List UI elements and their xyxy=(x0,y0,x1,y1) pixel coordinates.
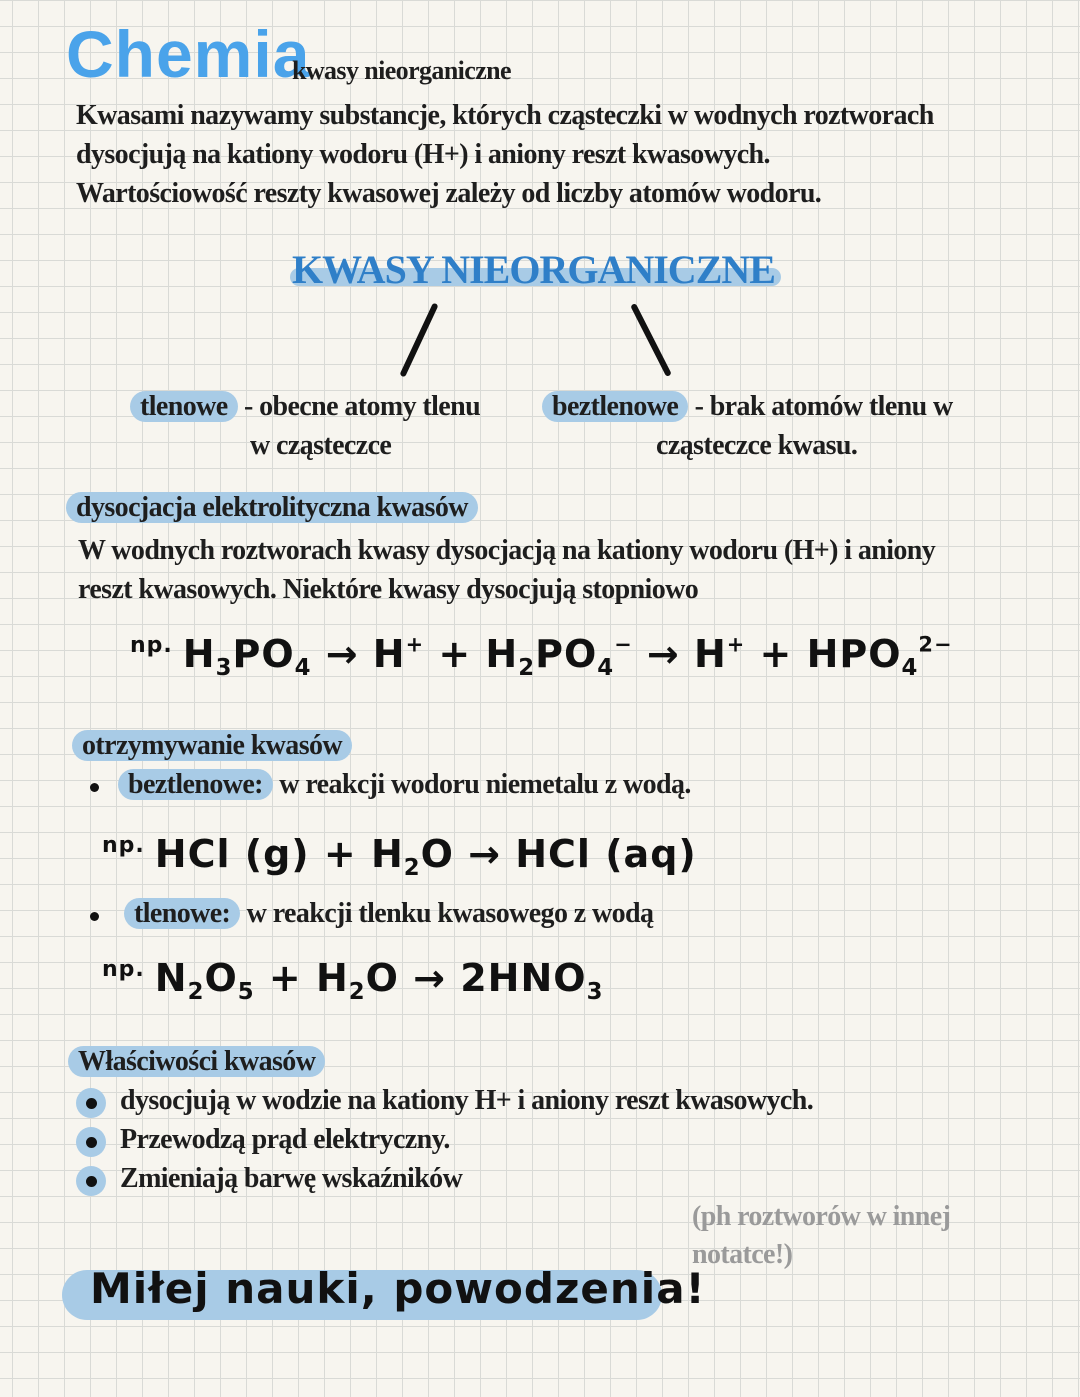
hydracids-desc-2: cząsteczce kwasu. xyxy=(656,430,858,461)
dissociation-heading: dysocjacja elektrolityczna kwasów xyxy=(66,492,478,524)
intro-line-2: dysocjują na kationy wodoru (H+) i aniony reszt kwasowych. xyxy=(76,139,770,170)
bullet-icon xyxy=(76,1166,106,1196)
bullet-icon xyxy=(90,783,99,792)
dissociation-line-2: reszt kwasowych. Niektóre kwasy dysocjują stopniowo xyxy=(78,574,699,605)
property-item: Przewodzą prąd elektryczny. xyxy=(120,1124,450,1155)
oxo-acids-definition xyxy=(130,391,480,423)
obtaining-item-hydracids: beztlenowe: w reakcji wodoru niemetalu z wodą. xyxy=(118,769,691,801)
intro-line-3: Wartościowość reszty kwasowej zależy od liczby atomów wodoru. xyxy=(76,178,822,209)
closing-message: Miłej nauki, powodzenia! xyxy=(90,1264,706,1313)
acids-heading: KWASY NIEORGANICZNE xyxy=(292,247,775,292)
hcl-equation: $^{np.}$ HCl $(g) + H_2O$ → HCl (aq) xyxy=(102,832,697,881)
branch-line-right xyxy=(630,303,672,377)
bullet-icon xyxy=(76,1127,106,1157)
hydracids-term: beztlenowe xyxy=(542,391,688,422)
obtaining-item-oxoacids: tlenowe: w reakcji tlenku kwasowego z wodą xyxy=(124,898,653,930)
branch-line-left xyxy=(399,302,438,377)
property-item: dysocjują w wodzie na kationy H+ i aniony reszt kwasowych. xyxy=(120,1085,814,1116)
ph-note-line-1: (ph roztworów w innej xyxy=(692,1201,951,1232)
oxo-acids-desc: - obecne atomy tlenu xyxy=(237,391,481,422)
hydracids-desc: - brak atomów tlenu w xyxy=(688,391,953,422)
obtaining-heading: otrzymywanie kwasów xyxy=(72,730,352,762)
dissociation-line-1: W wodnych roztworach kwasy dysocjacją na kationy wodoru (H+) i aniony xyxy=(78,535,936,566)
bullet-icon xyxy=(90,912,99,921)
intro-line-1: Kwasami nazywamy substancje, których cząsteczki w wodnych roztworach xyxy=(76,100,934,131)
hydracids-definition xyxy=(542,391,953,423)
oxo-acids-term: tlenowe xyxy=(130,391,238,422)
dissociation-equation: $^{np.}$ $H_3PO_4 \to H^+ + H_2PO_4^- \to H^+ + HPO_4^{2-}$ xyxy=(130,632,953,681)
n2o5-equation: $^{np.}$ $N_2O_5 + H_2O \to 2HNO_3$ xyxy=(102,956,604,1005)
page-title: Chemia xyxy=(66,17,311,91)
page-subtitle: kwasy nieorganiczne xyxy=(292,56,511,85)
bullet-icon xyxy=(76,1088,106,1118)
oxo-acids-desc-2: w cząsteczce xyxy=(250,430,392,461)
properties-heading: Właściwości kwasów xyxy=(68,1046,325,1078)
ph-note-line-2: notatce!) xyxy=(692,1239,793,1270)
property-item: Zmieniają barwę wskaźników xyxy=(120,1163,463,1194)
